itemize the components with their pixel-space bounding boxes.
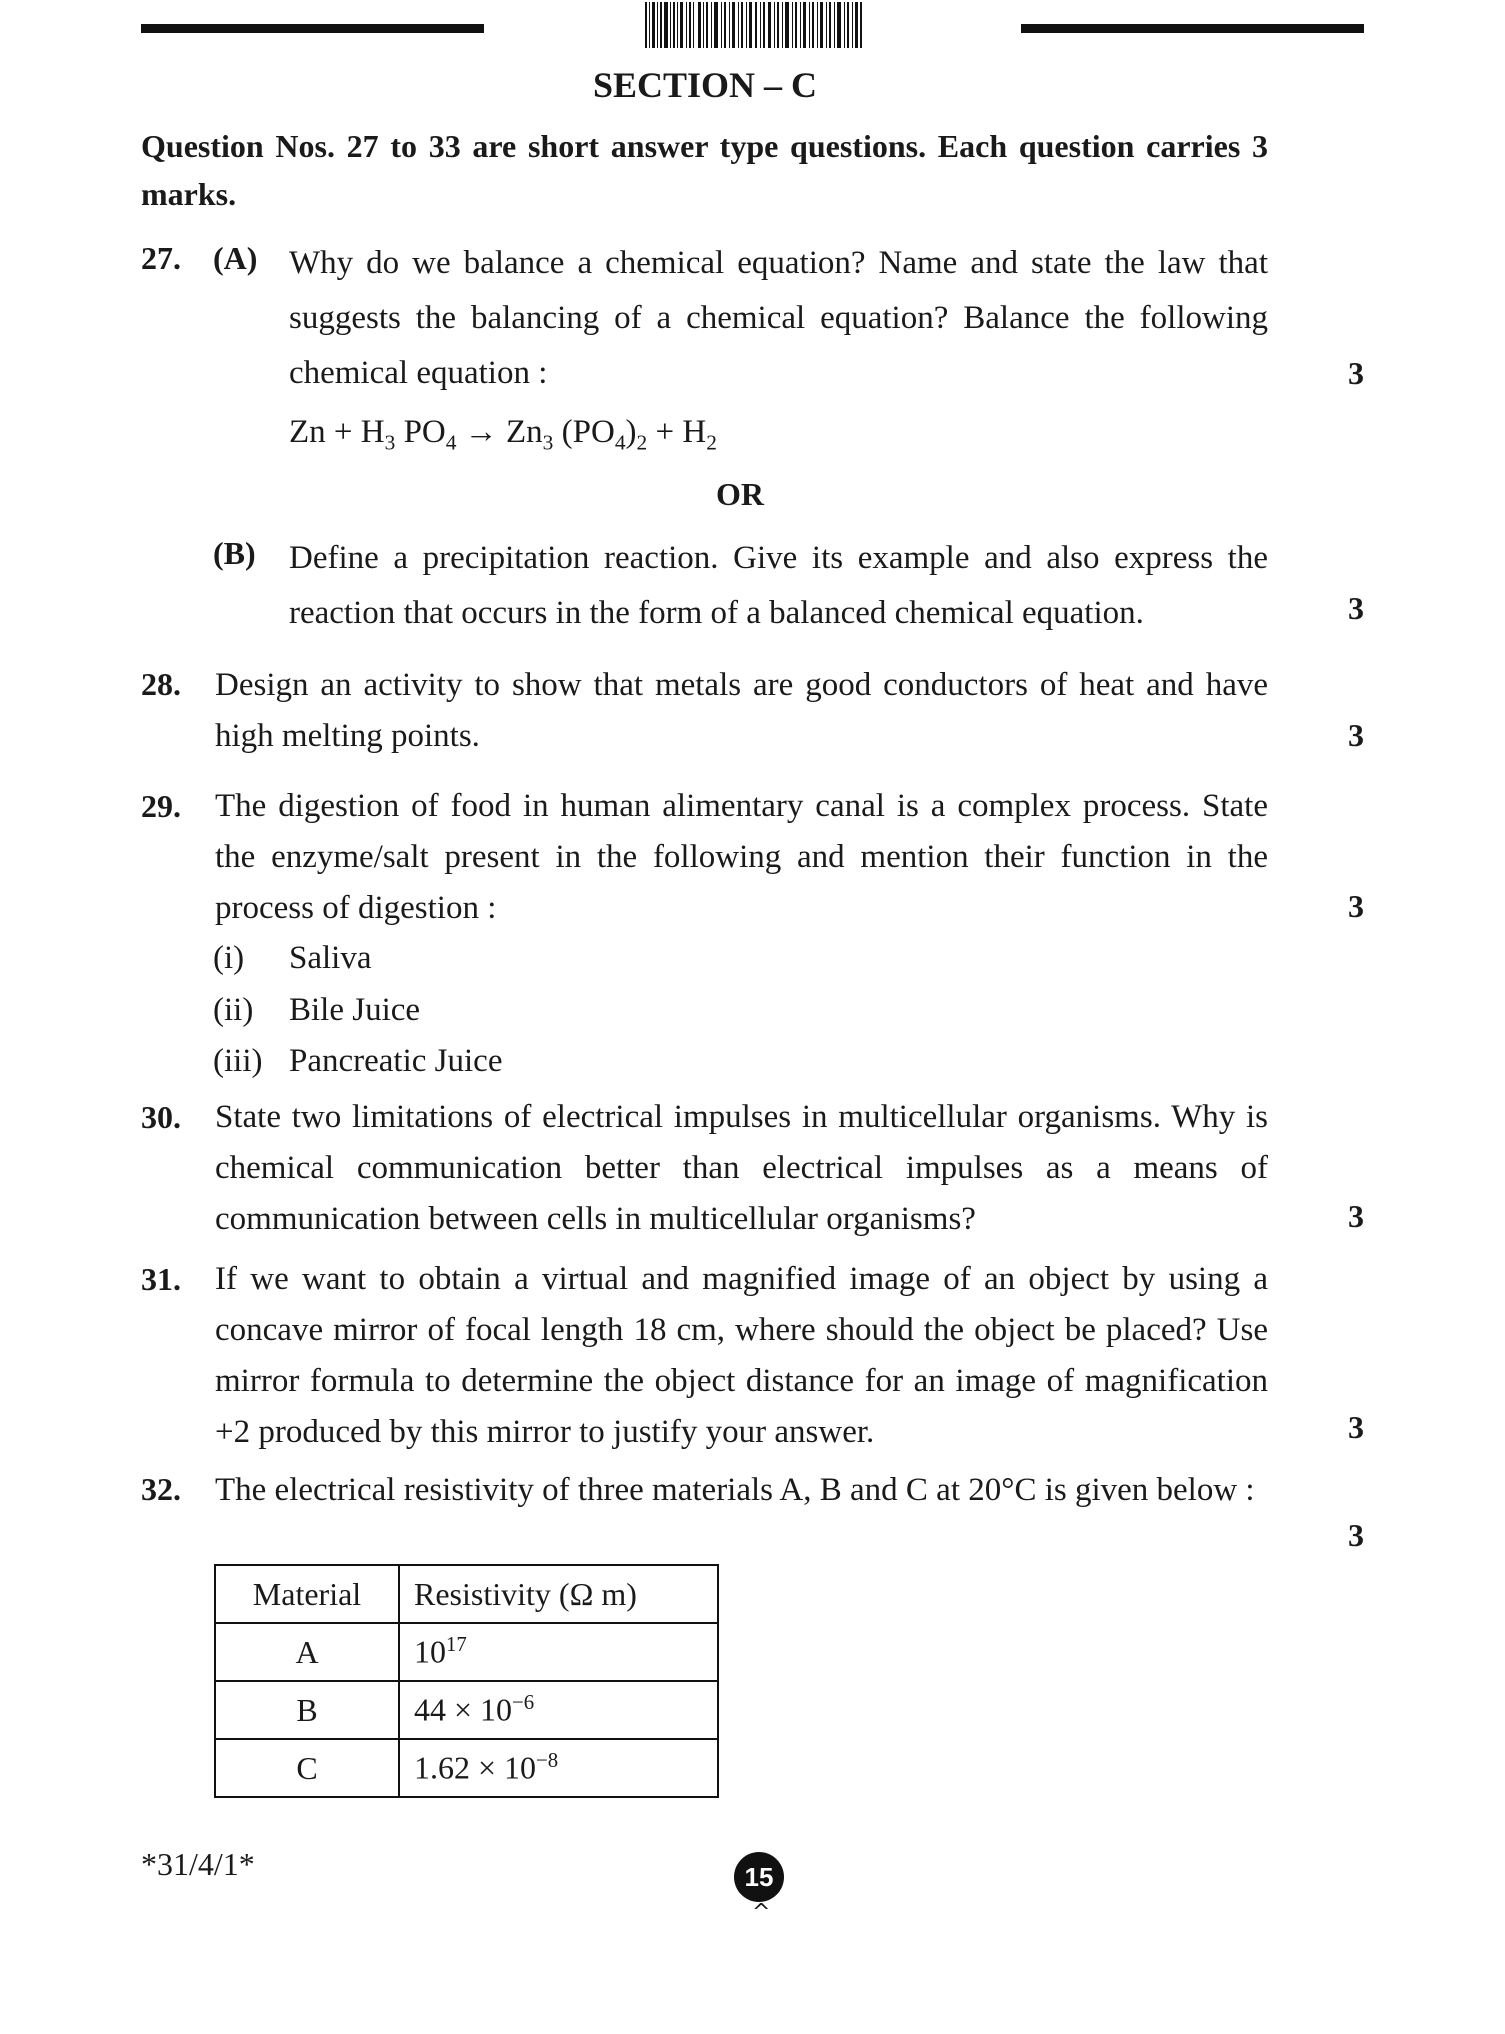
table-header-cell: Resistivity (Ω m) — [399, 1565, 718, 1623]
section-instructions: Question Nos. 27 to 33 are short answer type questions. Each question carries 3 marks. — [141, 128, 1268, 212]
question-32-marks: 3 — [1348, 1517, 1364, 1553]
question-27-option-a-label: (A) — [213, 240, 258, 276]
page-number-badge: 15 — [734, 1852, 784, 1902]
chemical-equation: $Zn + H_3$ $PO_4 \to Zn_3$ $(PO_4)_2 + H_2$ — [289, 414, 717, 455]
question-29-item-label: (ii) — [213, 992, 254, 1028]
resistivity-cell: $44 \times 10^{-6}$ — [399, 1681, 718, 1739]
table-header-cell: Material — [215, 1565, 399, 1623]
question-27-a-marks: 3 — [1348, 355, 1364, 391]
question-28-marks: 3 — [1348, 717, 1364, 753]
question-28-number: 28. — [141, 666, 181, 702]
resistivity-table — [214, 1564, 719, 1798]
material-cell: B — [215, 1681, 399, 1739]
paper-code: *31/4/1* — [141, 1846, 255, 1882]
question-31-number: 31. — [141, 1261, 181, 1297]
question-31-marks: 3 — [1348, 1409, 1364, 1445]
caret-mark: ^ — [752, 1900, 771, 1925]
question-30-marks: 3 — [1348, 1198, 1364, 1234]
question-27-option-a-text: Why do we balance a chemical equation? Name and state the law that suggests the balancing of a chemical equation? Balance the following chemical equation : — [289, 245, 1268, 391]
top-left-rule — [141, 24, 484, 33]
question-30-text: State two limitations of electrical impulses in multicellular organisms. Why is chemical communication better than electrical impulses as a means of communication between cells in multicellular organisms? — [215, 1099, 1268, 1237]
question-30-number: 30. — [141, 1099, 181, 1135]
section-title: SECTION – C — [592, 65, 818, 105]
table-header-row — [215, 1565, 718, 1623]
material-cell: C — [215, 1739, 399, 1797]
question-27-option-b-text: Define a precipitation reaction. Give its example and also express the reaction that occurs in the form of a balanced chemical equation. — [289, 540, 1268, 631]
question-28-text: Design an activity to show that metals are good conductors of heat and have high melting points. — [215, 667, 1268, 754]
question-27-option-b-label: (B) — [213, 535, 256, 571]
resistivity-cell: $10^{17}$ — [399, 1623, 718, 1681]
table-row — [215, 1623, 718, 1681]
table-row — [215, 1739, 718, 1797]
question-29-number: 29. — [141, 788, 181, 824]
material-cell: A — [215, 1623, 399, 1681]
or-divider: OR — [716, 476, 764, 512]
question-27-b-marks: 3 — [1348, 590, 1364, 626]
question-27-number: 27. — [141, 240, 181, 276]
question-32-number: 32. — [141, 1471, 181, 1507]
barcode-graphic — [643, 2, 864, 48]
question-29-item-text: Saliva — [289, 940, 372, 976]
question-29-item-text: Pancreatic Juice — [289, 1043, 503, 1079]
question-29-marks: 3 — [1348, 888, 1364, 924]
question-31-text: If we want to obtain a virtual and magnified image of an object by using a concave mirror of focal length 18 cm, where should the object be placed? Use mirror formula to determine the object distance for an image of magnification +2 produced by this mirror to justify your answer. — [215, 1261, 1268, 1450]
top-right-rule — [1021, 24, 1364, 33]
question-32-text: The electrical resistivity of three materials A, B and C at 20°C is given below : — [215, 1472, 1255, 1508]
question-29-text: The digestion of food in human alimentary canal is a complex process. State the enzyme/salt present in the following and mention their function in the process of digestion : — [215, 788, 1268, 926]
question-29-item-label: (iii) — [213, 1043, 263, 1079]
table-row — [215, 1681, 718, 1739]
question-29-item-label: (i) — [213, 940, 245, 976]
question-29-item-text: Bile Juice — [289, 992, 421, 1028]
resistivity-cell: $1.62 \times 10^{-8}$ — [399, 1739, 718, 1797]
